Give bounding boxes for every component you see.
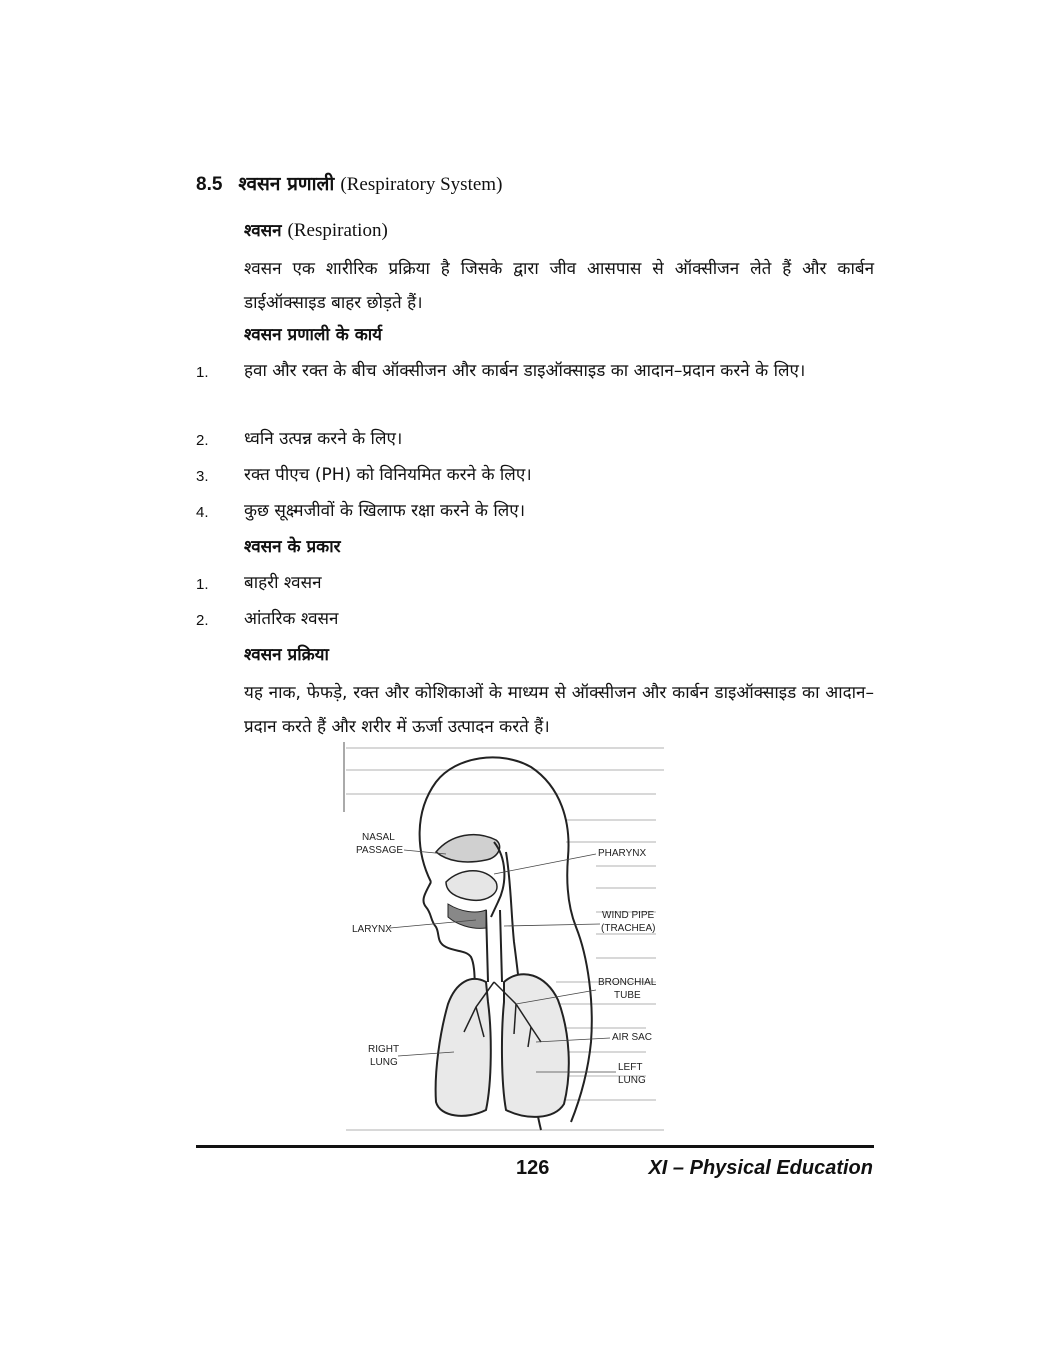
process-description: यह नाक, फेफड़े, रक्त और कोशिकाओं के माध्यम से ऑक्सीजन और कार्बन डाइऑक्साइड का आदान–प्रदान करते हैं और शरीर में ऊर्जा उत्पादन करते हैं। [244, 683, 874, 737]
section-heading [196, 170, 502, 196]
functions-item-3-number: 3. [196, 468, 209, 485]
right-lung [436, 979, 491, 1116]
section-title-english: (Respiratory System) [340, 174, 503, 195]
label-larynx: LARYNX [352, 924, 392, 935]
label-trachea: (TRACHEA) [601, 923, 656, 934]
page-number: 126 [516, 1157, 550, 1179]
left-lung [502, 974, 569, 1117]
functions-item-4-number: 4. [196, 504, 209, 521]
functions-item-2-number: 2. [196, 432, 209, 449]
functions-item-1-text: हवा और रक्त के बीच ऑक्सीजन और कार्बन डाइऑक्साइड का आदान–प्रदान करने के लिए। [244, 361, 806, 381]
functions-heading: श्वसन प्रणाली के कार्य [244, 325, 383, 345]
label-nasal: NASAL [362, 832, 395, 843]
respiratory-system-diagram [336, 742, 666, 1134]
label-wind-pipe: WIND PIPE [602, 910, 655, 921]
mouth-cavity [446, 871, 497, 901]
types-item-2-number: 2. [196, 612, 209, 629]
respiration-heading [244, 218, 388, 242]
types-item-1-number: 1. [196, 576, 209, 593]
label-left: LEFT [618, 1062, 643, 1073]
book-title: XI – Physical Education [648, 1157, 873, 1179]
respiration-definition: श्वसन एक शारीरिक प्रक्रिया है जिसके द्वारा जीव आसपास से ऑक्सीजन लेते हैं और कार्बन डाईऑक्साइड बाहर छोड़ते हैं। [244, 259, 874, 313]
larynx [448, 904, 486, 928]
label-passage: PASSAGE [356, 845, 404, 856]
types-heading: श्वसन के प्रकार [244, 537, 341, 557]
section-number: 8.5 [196, 174, 223, 195]
types-item-1-text: बाहरी श्वसन [244, 573, 322, 593]
respiration-heading-hindi: श्वसन [244, 221, 282, 241]
functions-item-4-text: कुछ सूक्ष्मजीवों के खिलाफ रक्षा करने के लिए। [244, 501, 526, 521]
trachea [486, 910, 502, 982]
types-item-2-text: आंतरिक श्वसन [244, 609, 339, 629]
footer-rule [196, 1145, 874, 1148]
functions-item-2-text: ध्वनि उत्पन्न करने के लिए। [244, 429, 403, 449]
functions-item-1-number: 1. [196, 364, 209, 381]
nasal-cavity [436, 835, 500, 862]
label-tube: TUBE [614, 990, 641, 1001]
label-right-lung: LUNG [370, 1057, 398, 1068]
label-air-sac: AIR SAC [612, 1032, 653, 1043]
section-title-hindi: श्वसन प्रणाली [238, 173, 335, 195]
label-right: RIGHT [368, 1044, 400, 1055]
process-heading: श्वसन प्रक्रिया [244, 645, 329, 665]
label-bronchial: BRONCHIAL [598, 977, 657, 988]
label-pharynx: PHARYNX [598, 848, 647, 859]
label-left-lung: LUNG [618, 1075, 646, 1086]
functions-item-3-text: रक्त पीएच (PH) को विनियमित करने के लिए। [244, 465, 532, 485]
respiration-heading-english: (Respiration) [287, 220, 388, 241]
